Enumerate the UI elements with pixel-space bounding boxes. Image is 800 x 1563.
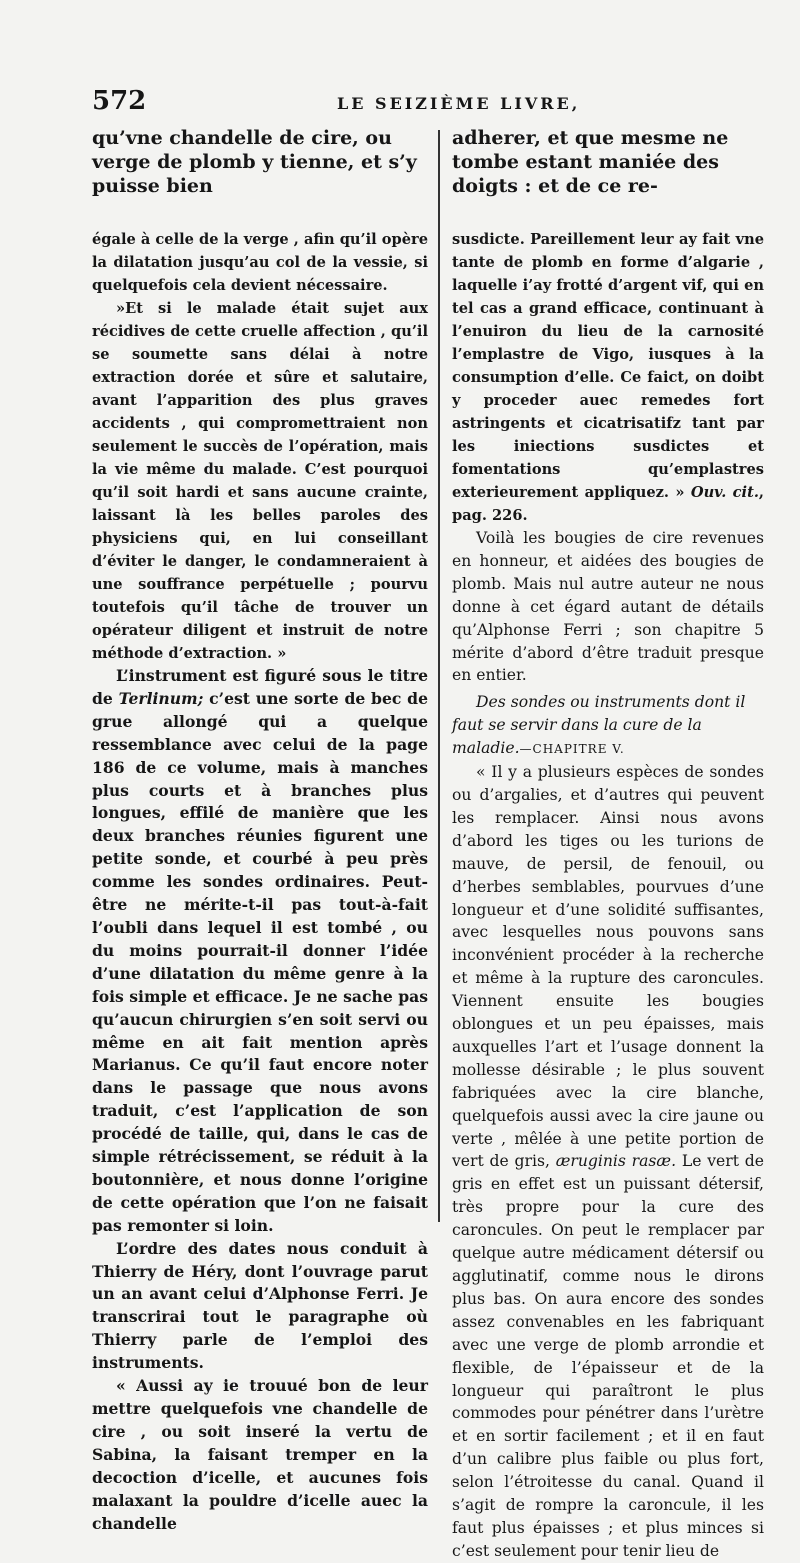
right-lead-text: adherer, et que mesme ne tombe estant maniée des doigts : et de ce re- xyxy=(452,127,729,197)
paragraph xyxy=(452,761,764,1563)
paragraph: L’ordre des dates nous conduit à Thierry de Héry, dont l’ouvrage parut un an avant celui d’Alphonse Ferri. Je transcrirai tout le paragraphe où Thierry parle de l’emploi des instruments. xyxy=(92,1238,428,1373)
right-column xyxy=(452,126,764,1563)
paragraph: »Et si le malade était sujet aux récidives de cette cruelle affection , qu’il se soumette sans délai à notre extraction dorée et sûre et salutaire, avant l’apparition des plus graves accidents , qui compromettraient non seulement le succès de l’opération, mais la vie même du malade. C’est pourquoi qu’il soit hardi et sans aucune crainte, laissant là les belles paroles des physiciens qui, en lui conseillant d’éviter le danger, le condamneraient à une souffrance perpétuelle ; pourvu toutefois qu’il tâche de trouver un opérateur diligent et instruit de notre méthode d’extraction. » xyxy=(92,300,428,662)
left-lead-text: qu’vne chandelle de cire, ou verge de plomb y tienne, et s’y puisse bien xyxy=(92,127,417,197)
citation: Ouv. cit. xyxy=(690,484,759,501)
chapter-label: —CHAPITRE V. xyxy=(519,742,625,757)
page-header xyxy=(92,86,792,126)
chapter-heading xyxy=(452,691,764,761)
text-run: , pag. 226. xyxy=(452,484,764,524)
italic-term: Terlinum; xyxy=(118,688,204,708)
left-column xyxy=(92,126,428,1535)
text-run: susdicte. Pareillement leur ay fait vne tante de plomb en forme d’algarie , laquelle i’ay frotté d’argent vif, qui en tel cas a grand efficace, continuant à l’enuiron du lieu de la carnosité l’emplastre de Vigo, iusques à la consumption d’elle. Ce faict, on doibt y proceder auec remedes fort astringents et cicatrisatifz tant par les iniections susdictes et fomentations qu’emplastres exterieurement appliquez. » xyxy=(452,231,764,501)
paragraph: « Aussi ay ie trouué bon de leur mettre quelquefois vne chandelle de cire , ou soit inseré la vertu de Sabina, la faisant tremper en la decoction d’icelle, et aucunes fois malaxant la pouldre d’icelle auec la chandelle xyxy=(92,1376,428,1533)
paragraph xyxy=(452,228,764,527)
text-run: c’est une sorte de bec de grue allongé qui a quelque ressemblance avec celui de la page 186 de ce volume, mais à manches plus courts et à branches plus longues, effilé de manière que les deux branches réunies figurent une petite sonde, et courbé à peu près comme les sondes ordinaires. Peut-être ne mérite-t-il pas tout-à-fait l’oubli dans lequel il est tombé , ou du moins pourrait-il donner l’idée d’une dilatation du même genre à la fois simple et efficace. Je ne sache pas qu’aucun chirurgien s’en soit servi ou même en ait fait mention après Marianus. Ce qu’il faut encore noter dans le passage que nous avons traduit, c’est l’application de son procédé de taille, qui, dans le cas de simple rétrécissement, se réduit à la boutonnière, et nous donne l’origine de cette opération que l’on ne faisait pas remonter si loin. xyxy=(92,688,428,1235)
chapter-title: Des sondes ou instruments dont il faut se servir dans la cure de la maladie. xyxy=(452,693,746,758)
column-divider xyxy=(438,130,440,1222)
text-run: « Il y a plusieurs espèces de sondes ou d’argalies, et d’autres qui peuvent les remplacer. Ainsi nous avons d’abord les tiges ou les turions de mauve, de persil, de fenouil, ou d’herbes semblables, pourvues d’une longueur et d’une solidité suffisantes, avec lesquelles nous pouvons sans inconvénient procéder à la recherche et même à la rupture des caroncules. Viennent ensuite les bougies oblongues et un peu épaisses, mais auxquelles l’art et l’usage donnent la mollesse désirable ; le plus souvent fabriquées avec la cire blanche, quelquefois aussi avec la cire jaune ou verte , mêlée à une petite portion de vert de gris, xyxy=(452,763,764,1171)
latin-term: æruginis rasæ. xyxy=(555,1152,677,1171)
paragraph: égale à celle de la verge , afin qu’il opère la dilatation jusqu’au col de la vessie, si quelquefois cela devient nécessaire. xyxy=(92,231,428,294)
text-run: Le vert de gris en effet est un puissant détersif, très propre pour la cure des caroncules. On peut le remplacer par quelque autre médicament détersif ou agglutinatif, comme nous le dirons plus bas. On aura encore des sondes assez convenables en les fabriquant avec une verge de plomb arrondie et flexible, de l’épaisseur et de la longueur qui paraîtront le plus commodes pour pénétrer dans l’urètre et en sortir facilement ; et il en faut d’un calibre plus faible ou plus fort, selon l’étroitesse du canal. Quand il s’agit de rompre la caroncule, il les faut plus épaisses ; et plus minces si c’est seulement pour tenir lieu de xyxy=(452,1152,764,1560)
running-title: LE SEIZIÈME LIVRE, xyxy=(337,94,581,113)
page-number: 572 xyxy=(92,86,147,116)
text-run: L’instrument est figuré sous le titre de xyxy=(92,666,428,708)
paragraph: Voilà les bougies de cire revenues en honneur, et aidées des bougies de plomb. Mais nul autre auteur ne nous donne à cet égard autant de détails qu’Alphonse Ferri ; son chapitre 5 mérite d’abord d’être traduit presque en entier. xyxy=(452,529,764,685)
paragraph xyxy=(92,665,428,1238)
